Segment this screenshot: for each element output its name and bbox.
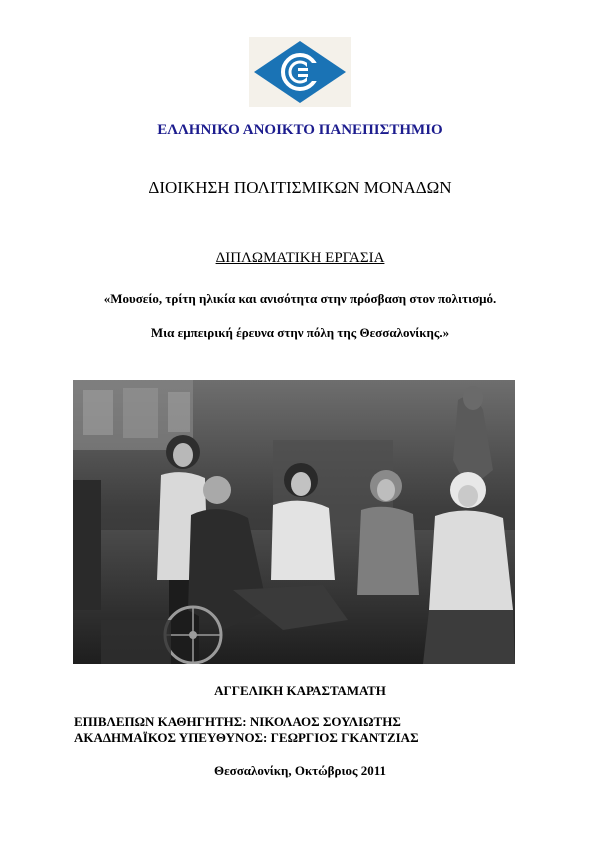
thesis-title-line-2: Μια εμπειρική έρευνα στην πόλη της Θεσσαλονίκης.» xyxy=(150,325,450,340)
department-name: ΔΙΟΙΚΗΣΗ ΠΟΛΙΤΙΣΜΙΚΩΝ ΜΟΝΑΔΩΝ xyxy=(148,178,452,197)
academic-responsible-line: ΑΚΑΔΗΜΑΪΚΟΣ ΥΠΕΥΘΥΝΟΣ: ΓΕΩΡΓΙΟΣ ΓΚΑΝΤΖΙΑΣ xyxy=(74,730,419,745)
author-name: ΑΓΓΕΛΙΚΗ ΚΑΡΑΣΤΑΜΑΤΗ xyxy=(214,683,386,698)
document-type: ΔΙΠΛΩΜΑΤΙΚΗ ΕΡΓΑΣΙΑ xyxy=(215,250,385,266)
thesis-title-line-1: «Μουσείο, τρίτη ηλικία και ανισότητα στην πρόσβαση στον πολιτισμό. xyxy=(103,291,497,306)
university-name: ΕΛΛΗΝΙΚΟ ΑΝΟΙΚΤΟ ΠΑΝΕΠΙΣΤΗΜΙΟ xyxy=(157,122,443,138)
place-and-date: Θεσσαλονίκη, Οκτώβριος 2011 xyxy=(213,763,387,778)
supervisor-line: ΕΠΙΒΛΕΠΩΝ ΚΑΘΗΓΗΤΗΣ: ΝΙΚΟΛΑΟΣ ΣΟΥΛΙΩΤΗΣ xyxy=(74,714,401,729)
university-logo-icon xyxy=(249,37,351,107)
museum-visitors-photo xyxy=(73,380,515,664)
